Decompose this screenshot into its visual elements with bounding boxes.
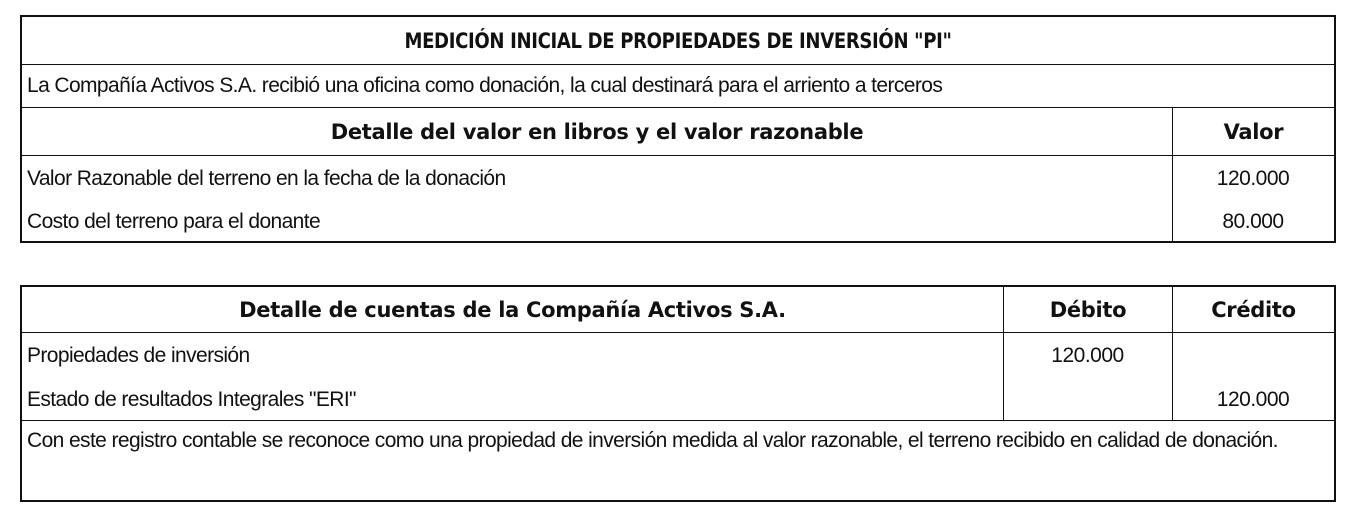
row-credit: 120.000 xyxy=(1216,388,1290,411)
header-credit: Crédito xyxy=(1172,287,1334,332)
header-detail: Detalle del valor en libros y el valor razonable xyxy=(330,119,864,144)
header-value: Valor xyxy=(1172,108,1334,155)
row-label: Valor Razonable del terreno en la fecha de la donación xyxy=(27,166,506,190)
table-row xyxy=(22,156,1334,201)
table-row xyxy=(22,379,1334,421)
row-credit xyxy=(1172,333,1334,379)
table-title-row xyxy=(22,17,1334,65)
row-debit: 120.000 xyxy=(1051,344,1124,367)
row-value: 80.000 xyxy=(1222,210,1284,233)
table-row xyxy=(22,333,1334,379)
accounts-table xyxy=(20,285,1336,502)
valuation-table xyxy=(20,15,1336,243)
row-value: 120.000 xyxy=(1216,166,1290,190)
note-text: Con este registro contable se reconoce como una propiedad de inversión medida al valor razonable, el terreno recibido en calidad de donación. xyxy=(27,429,1278,452)
header-debit: Débito xyxy=(1003,287,1172,332)
row-label: Propiedades de inversión xyxy=(27,344,250,367)
note-row xyxy=(22,421,1334,500)
row-debit xyxy=(1003,379,1172,421)
description-text: La Compañía Activos S.A. recibió una oficina como donación, la cual destinará para el arriento a terceros xyxy=(27,74,943,97)
table-row xyxy=(22,201,1334,243)
header-row xyxy=(22,108,1334,156)
row-label: Costo del terreno para el donante xyxy=(27,210,321,233)
header-row xyxy=(22,287,1334,333)
row-label: Estado de resultados Integrales "ERI" xyxy=(27,388,356,411)
header-detail: Detalle de cuentas de la Compañía Activos S.A. xyxy=(239,297,786,322)
table-title: MEDICIÓN INICIAL DE PROPIEDADES DE INVERSIÓN "PI" xyxy=(404,28,952,53)
description-row xyxy=(22,65,1334,108)
